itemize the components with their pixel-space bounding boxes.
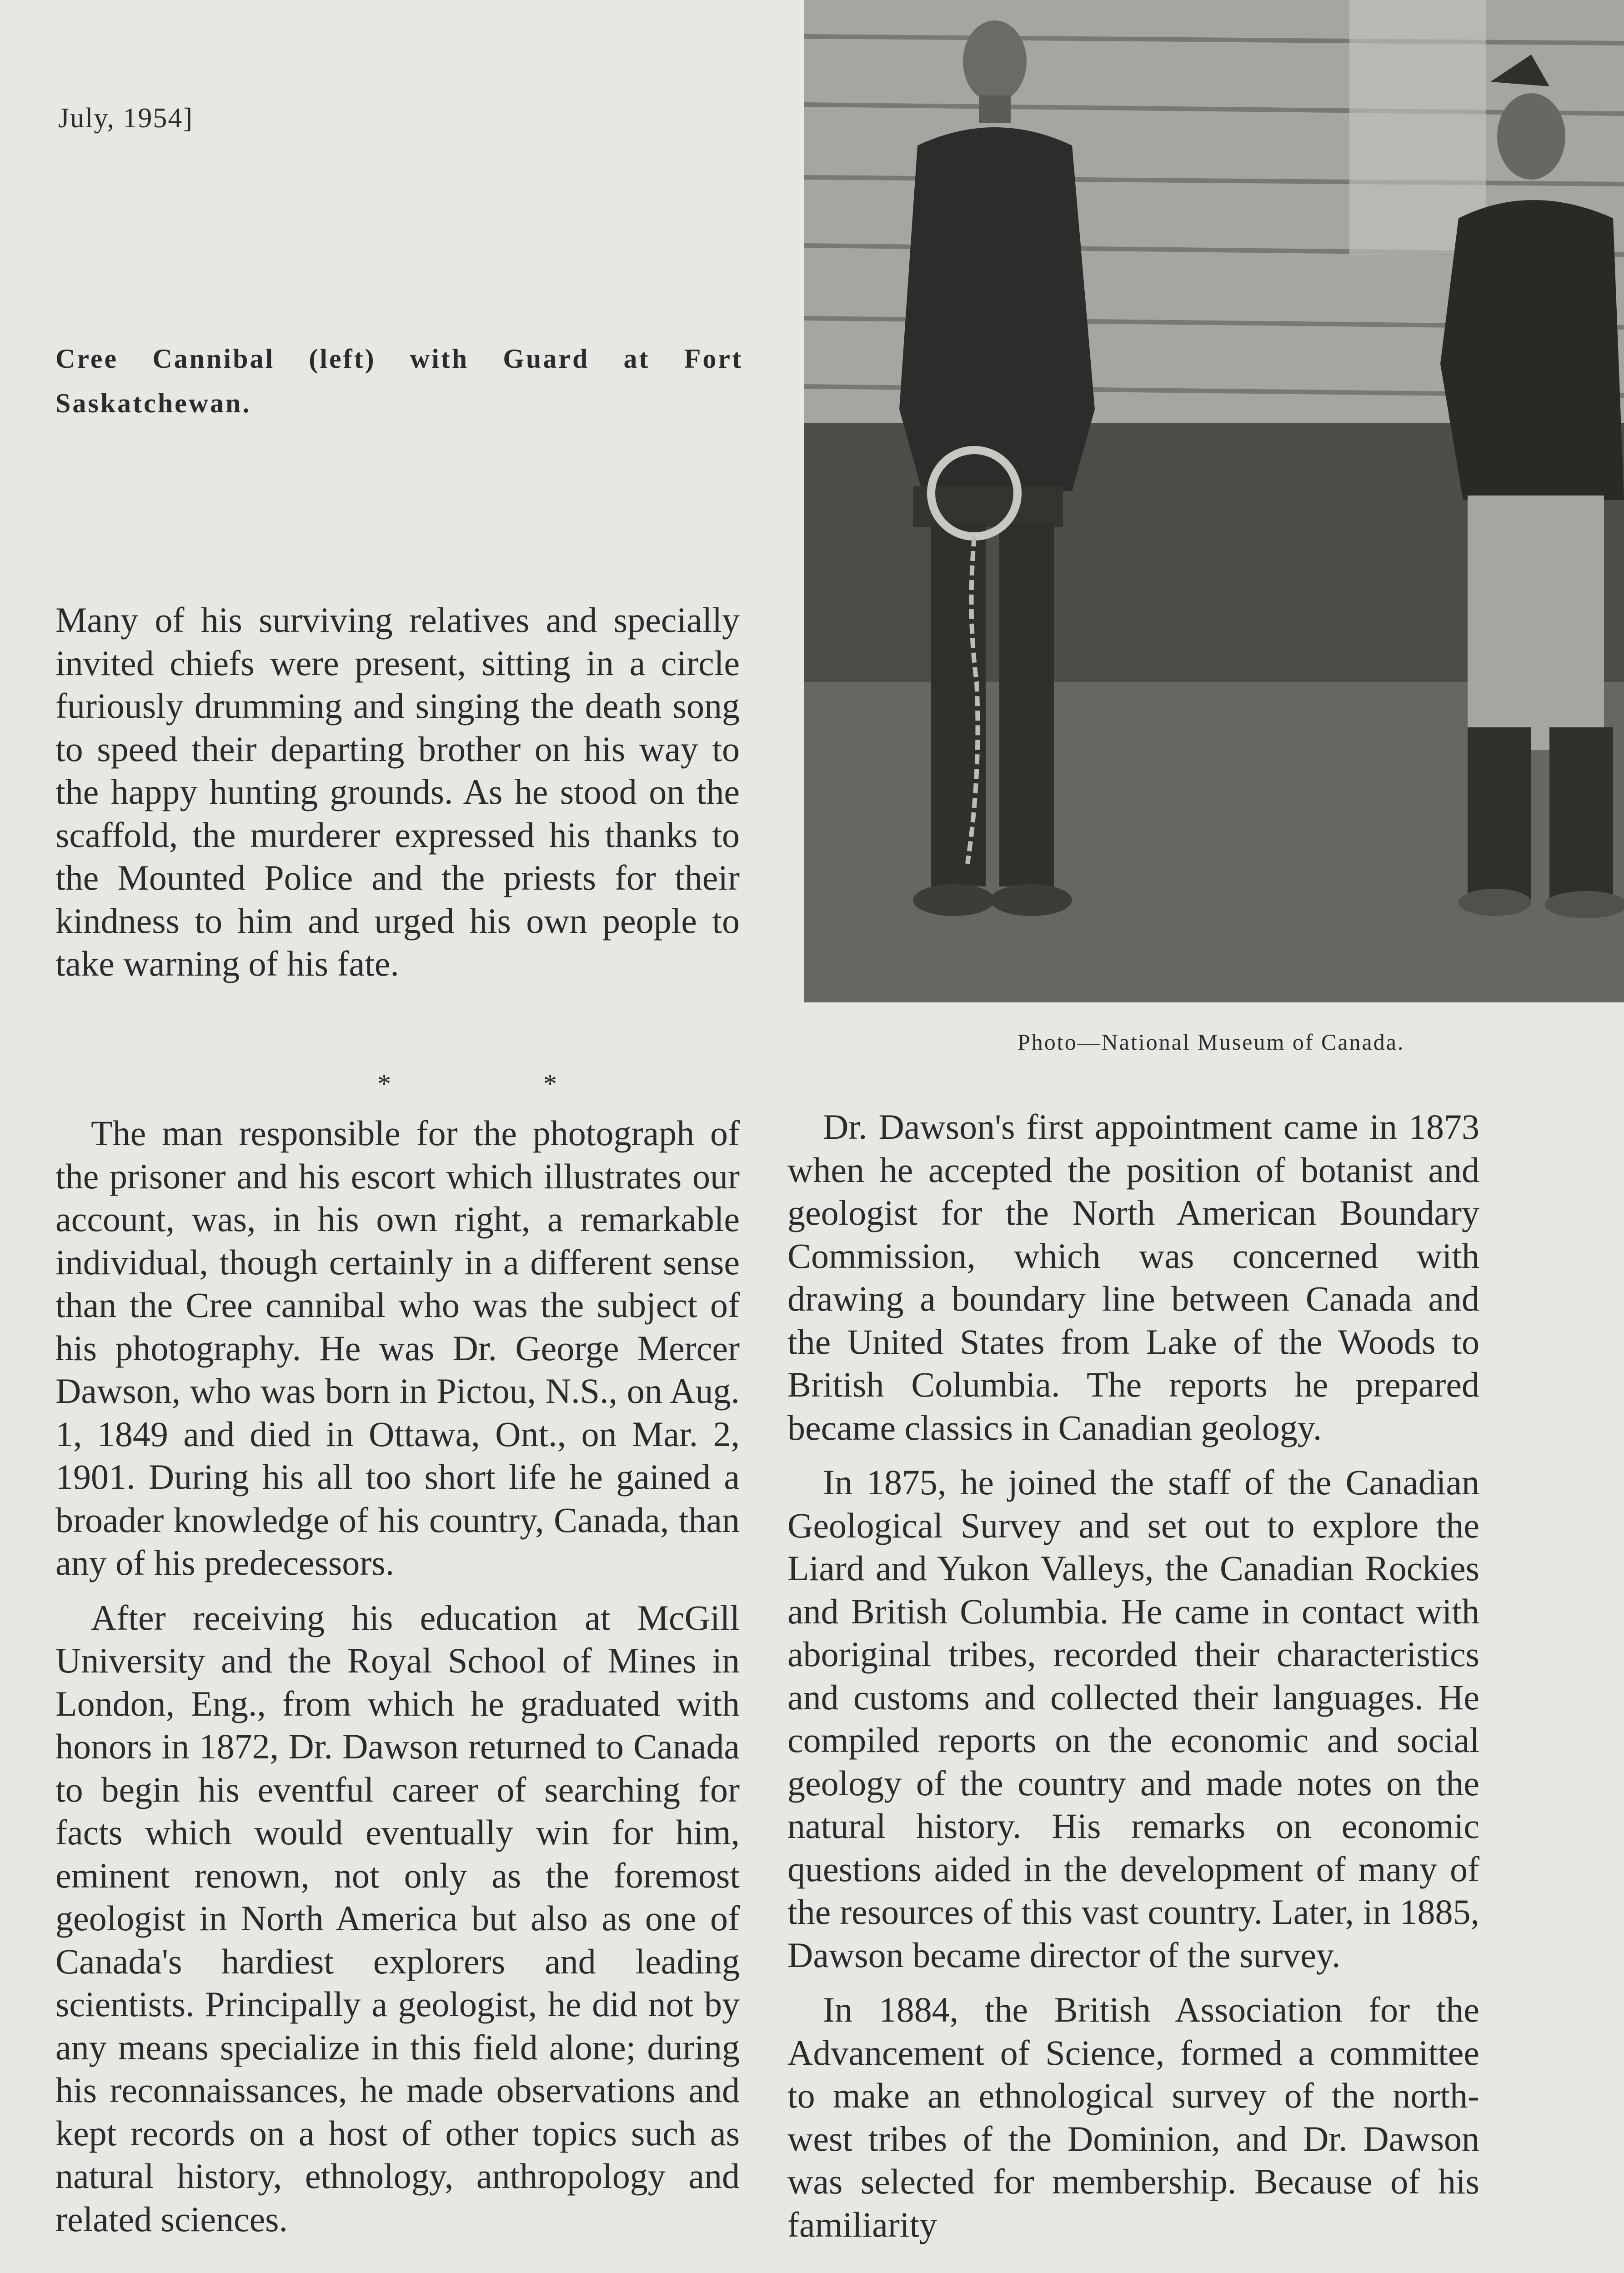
paragraph: After receiving his education at McGill University and the Royal School of Mines in London, Eng., from which he graduated with honors in 1872, Dr. Dawson returned to Canada to begin his eventful career of searching for facts which would eventually win for him, eminent renown, not only as the foremost geologist in North America but also as one of Canada's hardiest explorers and leading scientists. Principally a geologist, he did not by any means specialize in this field alone; during his reconnaissances, he made observations and kept records on a host of other topics such as natural history, ethnology, anthropology and related sciences.: [55, 1597, 740, 2239]
photo-credit: Photo—National Museum of Canada.: [1018, 1029, 1405, 1055]
paragraph: In 1875, he joined the staff of the Canadian Geological Survey and set out to explore the Liard and Yukon Valleys, the Canadian Rockies and British Columbia. He came in contact with aboriginal tribes, recorded their characteristics and customs and collected their languages. He compiled reports on the economic and social geology of the country and made notes on the natural history. His remarks on economic questions aided in the development of many of the resources of this vast country. Later, in 1885, Dawson became director of the survey.: [787, 1462, 1479, 1975]
paragraph: Many of his surviving relatives and specially invited chiefs were present, sitting in a circle furiously drumming and singing the death song to speed their departing brother on his way to the happy hunting grounds. As he stood on the scaffold, the murderer expressed his thanks to the Mounted Police and the priests for their kindness to him and urged his own people to take warning of his fate.: [55, 600, 740, 983]
running-head: July, 1954]: [58, 103, 193, 134]
left-column-bottom: [55, 1112, 740, 2241]
photo-caption: Cree Cannibal (left) with Guard at Fort Saskatchewan.: [55, 344, 743, 418]
left-column-top: [55, 599, 740, 986]
right-column: [787, 1106, 1479, 2246]
paragraph: In 1884, the British Association for the Advancement of Science, formed a committee to make an ethnological survey of the north-west tribes of the Dominion, and Dr. Dawson was selected for membership. Because of his familiarity: [787, 1990, 1479, 2244]
paragraph: The man responsible for the photograph of the prisoner and his escort which illustrates our account, was, in his own right, a remarkable individual, though certainly in a different sense than the Cree cannibal who was the subject of his photography. He was Dr. George Mercer Dawson, who was born in Pictou, N.S., on Aug. 1, 1849 and died in Ottawa, Ont., on Mar. 2, 1901. During his all too short life he gained a broader knowledge of his country, Canada, than any of his predecessors.: [55, 1113, 740, 1582]
paragraph: Dr. Dawson's first appointment came in 1873 when he accepted the position of botanist and geologist for the North American Boundary Commission, which was concerned with drawing a boundary line between Canada and the United States from Lake of the Woods to British Columbia. The reports he prepared became classics in Canadian geology.: [787, 1107, 1479, 1447]
photograph: [804, 0, 1624, 1002]
section-break: * *: [377, 1069, 630, 1099]
